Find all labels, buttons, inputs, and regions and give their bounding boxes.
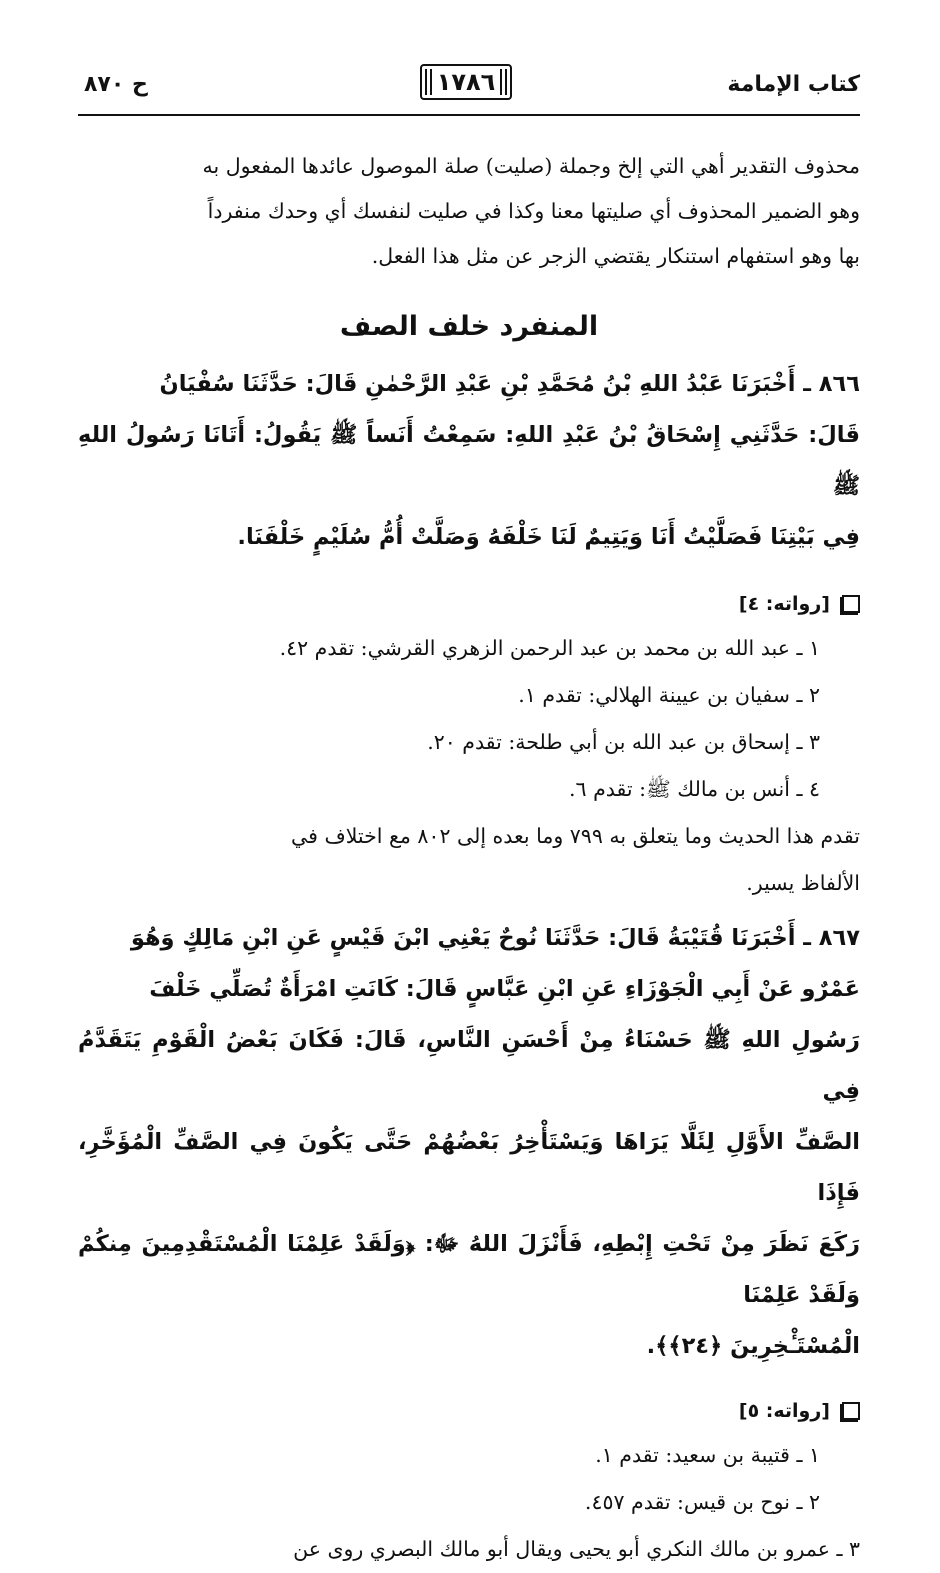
hadith-line: فِي بَيْتِنَا فَصَلَّيْتُ أَنَا وَيَتِيمٌ لَنَا خَلْفَهُ وَصَلَّتْ أُمُّ سُلَيْمٍ خَلْفَنَا. xyxy=(237,524,860,550)
note-paragraph xyxy=(78,813,860,907)
page-number: ح ٨٧٠ xyxy=(84,72,148,97)
running-header xyxy=(78,58,860,116)
list-item: ٢ ـ نوح بن قيس: تقدم ٤٥٧. xyxy=(584,1490,820,1514)
hadith-range-box: ١٧٨٦ xyxy=(420,64,512,100)
intro-paragraph xyxy=(78,144,860,279)
hadith-866 xyxy=(78,359,860,563)
list-item: ٣ ـ إسحاق بن عبد الله بن أبي طلحة: تقدم ٢٠. xyxy=(427,730,820,754)
narrator-list-867 xyxy=(78,1432,860,1526)
narrators-heading-label: [رواته: ٥] xyxy=(738,1400,830,1422)
hadith-line: رَكَعَ نَظَرَ مِنْ تَحْتِ إِبْطِهِ، فَأَنْزَلَ اللهُ ﷻ: ﴿وَلَقَدْ عَلِمْنَا الْمُسْتَقْدِمِينَ مِنكُمْ وَلَقَدْ عَلِمْنَا xyxy=(78,1231,860,1308)
intro-line: محذوف التقدير أهي التي إلخ وجملة (صليت) صلة الموصول عائدها المفعول به xyxy=(202,154,860,178)
intro-line: بها وهو استفهام استنكار يقتضي الزجر عن مثل هذا الفعل. xyxy=(371,244,860,268)
narrators-heading-label: [رواته: ٤] xyxy=(738,593,830,615)
note-line: تقدم هذا الحديث وما يتعلق به ٧٩٩ وما بعده إلى ٨٠٢ مع اختلاف في xyxy=(291,824,860,848)
list-item: ٢ ـ سفيان بن عيينة الهلالي: تقدم ١. xyxy=(518,683,820,707)
document-page xyxy=(78,58,860,1561)
hadith-line: عَمْرٌو عَنْ أَبِي الْجَوْزَاءِ عَنِ ابْنِ عَبَّاسٍ قَالَ: كَانَتِ امْرَأَةٌ تُصَلِّي خَلْفَ xyxy=(149,976,860,1002)
hadith-line: الْمُسْتَـْٔخِرِينَ ﴿٢٤﴾﴾. xyxy=(646,1333,860,1359)
hadith-line: ٨٦٧ ـ أَخْبَرَنَا قُتَيْبَةُ قَالَ: حَدَّثَنَا نُوحٌ يَعْنِي ابْنَ قَيْسٍ عَنِ ابْنِ مَالِكٍ وَهُوَ xyxy=(130,925,860,951)
narrators-heading-867 xyxy=(78,1394,860,1428)
note-line: الألفاظ يسير. xyxy=(746,871,860,895)
hadith-line: رَسُولِ اللهِ ﷺ حَسْنَاءُ مِنْ أَحْسَنِ النَّاسِ، قَالَ: فَكَانَ بَعْضُ الْقَوْمِ يَتَقَدَّمُ فِي xyxy=(78,1027,860,1104)
square-bullet-icon xyxy=(842,595,860,613)
section-title: المنفرد خلف الصف xyxy=(339,311,599,342)
intro-line: وهو الضمير المحذوف أي صليتها معنا وكذا في صليت لنفسك أي وحدك منفرداً xyxy=(207,199,860,223)
narrators-heading-866 xyxy=(78,587,860,621)
book-title: كتاب الإمامة xyxy=(727,72,860,97)
list-item: ١ ـ عبد الله بن محمد بن عبد الرحمن الزهري القرشي: تقدم ٤٢. xyxy=(279,636,820,660)
hadith-line: قَالَ: حَدَّثَنِي إِسْحَاقُ بْنُ عَبْدِ اللهِ: سَمِعْتُ أَنَساً ﷺ يَقُولُ: أَتَانَا رَسُولُ اللهِ ﷺ xyxy=(78,422,860,499)
narrator-list-866 xyxy=(78,625,860,813)
square-bullet-icon xyxy=(842,1402,860,1420)
narrator-line-continued: ٣ ـ عمرو بن مالك النكري أبو يحيى ويقال أبو مالك البصري روى عن xyxy=(293,1537,860,1561)
hadith-867 xyxy=(78,913,860,1372)
hadith-line: الصَّفِّ الأَوَّلِ لِئَلَّا يَرَاهَا وَيَسْتَأْخِرُ بَعْضُهُمْ حَتَّى يَكُونَ فِي الصَّفِّ الْمُؤَخَّرِ، فَإِذَا xyxy=(78,1129,860,1206)
list-item: ٤ ـ أنس بن مالك ﷺ: تقدم ٦. xyxy=(569,777,820,801)
list-item: ١ ـ قتيبة بن سعيد: تقدم ١. xyxy=(595,1443,820,1467)
hadith-line: ٨٦٦ ـ أَخْبَرَنَا عَبْدُ اللهِ بْنُ مُحَمَّدِ بْنِ عَبْدِ الرَّحْمٰنِ قَالَ: حَدَّثَنَا سُفْيَانُ xyxy=(159,371,860,397)
